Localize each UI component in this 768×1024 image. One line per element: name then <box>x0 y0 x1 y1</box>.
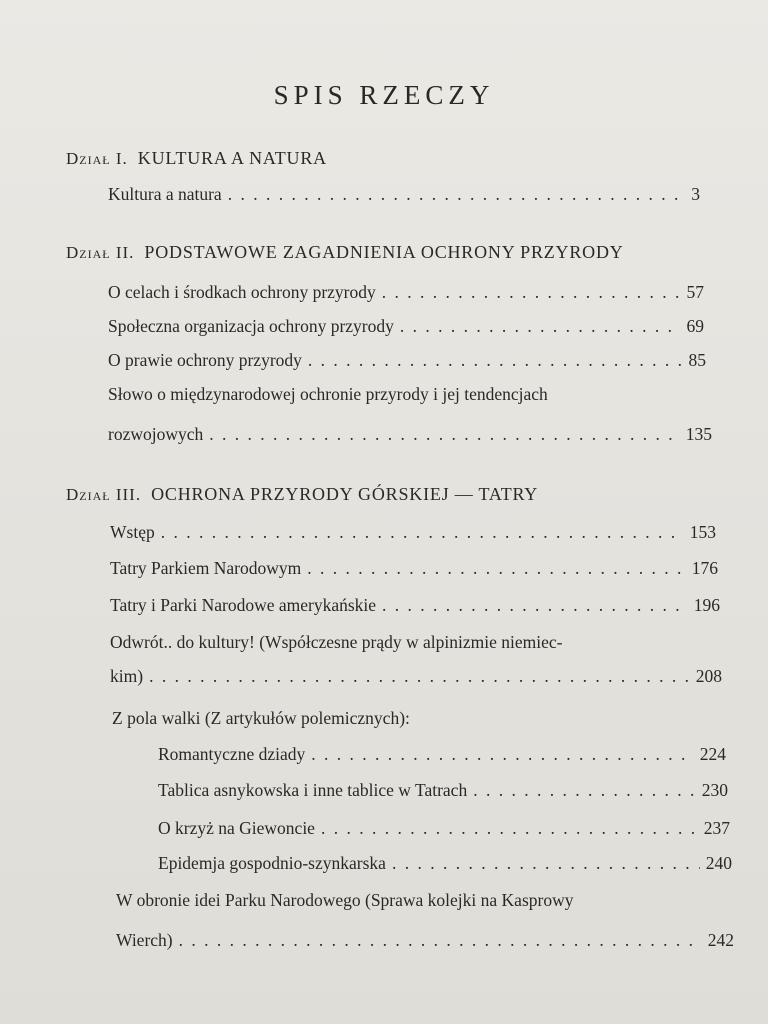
entry-page: 57 <box>686 282 704 302</box>
dot-leader <box>400 316 681 337</box>
entry-label: kim) <box>110 666 144 686</box>
toc-entry <box>158 818 730 839</box>
entry-page: 153 <box>689 522 716 542</box>
toc-entry <box>108 184 700 205</box>
entry-page: 240 <box>705 853 732 873</box>
entry-label: Romantyczne dziady <box>158 744 306 764</box>
section-prefix: Dział III. <box>66 485 142 504</box>
toc-entry <box>108 316 704 337</box>
section-heading-3 <box>66 484 538 505</box>
entry-page: 230 <box>701 780 728 800</box>
dot-leader <box>392 853 700 874</box>
dot-leader <box>228 184 686 205</box>
dot-leader <box>382 282 681 303</box>
toc-entry <box>108 350 706 371</box>
entry-label-subheading: Z pola walki (Z artykułów polemicznych): <box>112 708 410 728</box>
entry-label: Kultura a natura <box>108 184 222 204</box>
entry-label: Tatry Parkiem Narodowym <box>110 558 302 578</box>
dot-leader <box>161 522 684 543</box>
section-heading-2 <box>66 242 624 263</box>
entry-label-line1: Słowo o międzynarodowej ochronie przyrody i jej tendencjach <box>108 384 548 404</box>
entry-page: 85 <box>688 350 706 370</box>
section-prefix: Dział II. <box>66 243 135 262</box>
entry-label: Epidemja gospodnio-szynkarska <box>158 853 386 873</box>
dot-leader <box>179 930 702 951</box>
toc-entry <box>158 780 728 801</box>
section-title: OCHRONA PRZYRODY GÓRSKIEJ — TATRY <box>151 484 539 504</box>
dot-leader <box>149 666 690 687</box>
toc-entry <box>116 930 734 951</box>
entry-page: 196 <box>693 595 720 615</box>
toc-entry <box>108 424 712 445</box>
dot-leader <box>307 558 686 579</box>
dot-leader <box>473 780 696 801</box>
entry-label: Społeczna organizacja ochrony przyrody <box>108 316 394 336</box>
dot-leader <box>308 350 683 371</box>
toc-entry <box>110 558 718 579</box>
toc-entry <box>108 282 704 303</box>
entry-label: Wstęp <box>110 522 155 542</box>
entry-label-line1: Odwrót.. do kultury! (Współczesne prądy w alpinizmie niemiec- <box>110 632 563 652</box>
entry-page: 242 <box>707 930 734 950</box>
entry-page: 208 <box>695 666 722 686</box>
entry-label: O prawie ochrony przyrody <box>108 350 302 370</box>
entry-page: 237 <box>703 818 730 838</box>
entry-page: 224 <box>699 744 726 764</box>
toc-entry <box>158 853 732 874</box>
dot-leader <box>209 424 679 445</box>
entry-label: O krzyż na Giewoncie <box>158 818 315 838</box>
entry-page: 3 <box>691 184 700 204</box>
toc-entry <box>110 666 722 687</box>
toc-entry <box>158 744 726 765</box>
section-heading-1 <box>66 148 327 169</box>
entry-label: Wierch) <box>116 930 173 950</box>
entry-label: rozwojowych <box>108 424 204 444</box>
page-title: SPIS RZECZY <box>273 80 495 110</box>
dot-leader <box>321 818 698 839</box>
section-title: PODSTAWOWE ZAGADNIENIA OCHRONY PRZYRODY <box>144 242 624 262</box>
section-prefix: Dział I. <box>66 149 128 168</box>
entry-page: 69 <box>686 316 704 336</box>
entry-label: Tatry i Parki Narodowe amerykańskie <box>110 595 377 615</box>
toc-entry <box>110 522 716 543</box>
entry-page: 135 <box>685 424 712 444</box>
dot-leader <box>311 744 694 765</box>
entry-label: Tablica asnykowska i inne tablice w Tatrach <box>158 780 468 800</box>
section-title: KULTURA A NATURA <box>137 148 327 168</box>
entry-page: 176 <box>691 558 718 578</box>
entry-label: O celach i środkach ochrony przyrody <box>108 282 376 302</box>
entry-label-line1: W obronie idei Parku Narodowego (Sprawa kolejki na Kasprowy <box>116 890 574 910</box>
dot-leader <box>382 595 688 616</box>
toc-entry <box>110 595 720 616</box>
